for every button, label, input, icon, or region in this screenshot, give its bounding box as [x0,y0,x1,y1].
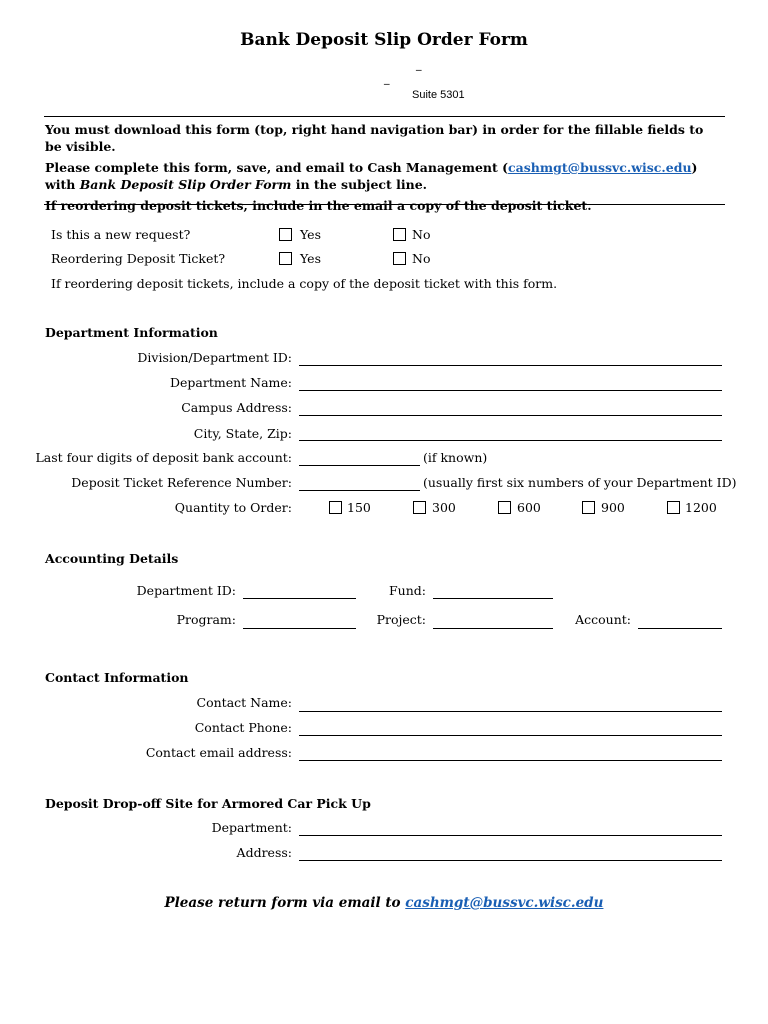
instructions [45,121,705,214]
quantity-300-checkbox[interactable] [413,501,426,514]
divider [44,204,725,205]
reordering-no-checkbox[interactable] [393,252,406,265]
campus-address-label: Campus Address: [181,400,292,415]
contact-email-label: Contact email address: [145,745,292,760]
contact-phone-field[interactable] [299,735,722,736]
account-field[interactable] [638,628,722,629]
yes-label: Yes [300,251,321,266]
contact-heading: Contact Information [45,670,189,685]
reordering-question: Reordering Deposit Ticket? [51,251,226,266]
instruction-reorder: If reordering deposit tickets, include in the email a copy of the deposit ticket. [45,198,592,213]
quantity-option: 600 [517,500,541,515]
dropoff-heading: Deposit Drop-off Site for Armored Car Pick Up [45,796,371,811]
if-known-note: (if known) [423,450,488,465]
division-id-label: Division/Department ID: [137,350,292,365]
quantity-600-checkbox[interactable] [498,501,511,514]
program-field[interactable] [243,628,356,629]
reorder-note: If reordering deposit tickets, include a copy of the deposit ticket with this form. [51,276,558,291]
divider [44,116,725,117]
quantity-150-checkbox[interactable] [329,501,342,514]
department-name-field[interactable] [299,390,722,391]
department-heading: Department Information [45,325,218,340]
quantity-option: 900 [601,500,625,515]
reordering-yes-checkbox[interactable] [279,252,292,265]
reference-number-field[interactable] [299,490,420,491]
department-name-label: Department Name: [169,375,292,390]
division-id-field[interactable] [299,365,722,366]
yes-label: Yes [300,227,321,242]
dept-id-field[interactable] [243,598,356,599]
account-label: Account: [575,612,631,627]
suite-number: Suite 5301 [412,89,465,101]
reference-number-note: (usually first six numbers of your Department ID) [423,475,737,490]
quantity-option: 150 [347,500,371,515]
quantity-label: Quantity to Order: [174,500,292,515]
dropoff-department-field[interactable] [299,835,722,836]
project-field[interactable] [433,628,553,629]
no-label: No [412,227,431,242]
contact-name-label: Contact Name: [196,695,292,710]
quantity-option: 1200 [685,500,717,515]
return-instructions: Please return form via email to cashmgt@bussvc.wisc.edu [164,895,604,911]
cash-management-email-link[interactable]: cashmgt@bussvc.wisc.edu [508,160,692,175]
header-dash: _ [416,58,422,71]
last-four-field[interactable] [299,465,420,466]
new-request-yes-checkbox[interactable] [279,228,292,241]
last-four-label: Last four digits of deposit bank account: [35,450,292,465]
program-label: Program: [176,612,236,627]
contact-email-field[interactable] [299,760,722,761]
new-request-no-checkbox[interactable] [393,228,406,241]
fund-label: Fund: [389,583,426,598]
contact-phone-label: Contact Phone: [194,720,292,735]
reference-number-label: Deposit Ticket Reference Number: [71,475,292,490]
instruction-download: You must download this form (top, right hand navigation bar) in order for the fillable fields to be visible. [45,122,704,154]
dropoff-address-field[interactable] [299,860,722,861]
header-dash: _ [384,72,390,85]
quantity-1200-checkbox[interactable] [667,501,680,514]
no-label: No [412,251,431,266]
return-email-link[interactable]: cashmgt@bussvc.wisc.edu [405,895,604,911]
dropoff-address-label: Address: [236,845,292,860]
fund-field[interactable] [433,598,553,599]
page-title: Bank Deposit Slip Order Form [240,30,528,50]
quantity-option: 300 [432,500,456,515]
city-state-zip-field[interactable] [299,440,722,441]
dropoff-department-label: Department: [211,820,292,835]
contact-name-field[interactable] [299,711,722,712]
dept-id-label: Department ID: [136,583,236,598]
instruction-email: Please complete this form, save, and email to Cash Management (cashmgt@bussvc.wisc.edu) with Bank Deposit Slip Order Form in the subject line. [45,160,698,192]
project-label: Project: [376,612,426,627]
city-state-zip-label: City, State, Zip: [193,426,292,441]
campus-address-field[interactable] [299,415,722,416]
accounting-heading: Accounting Details [45,551,179,566]
quantity-900-checkbox[interactable] [582,501,595,514]
new-request-question: Is this a new request? [51,227,191,242]
